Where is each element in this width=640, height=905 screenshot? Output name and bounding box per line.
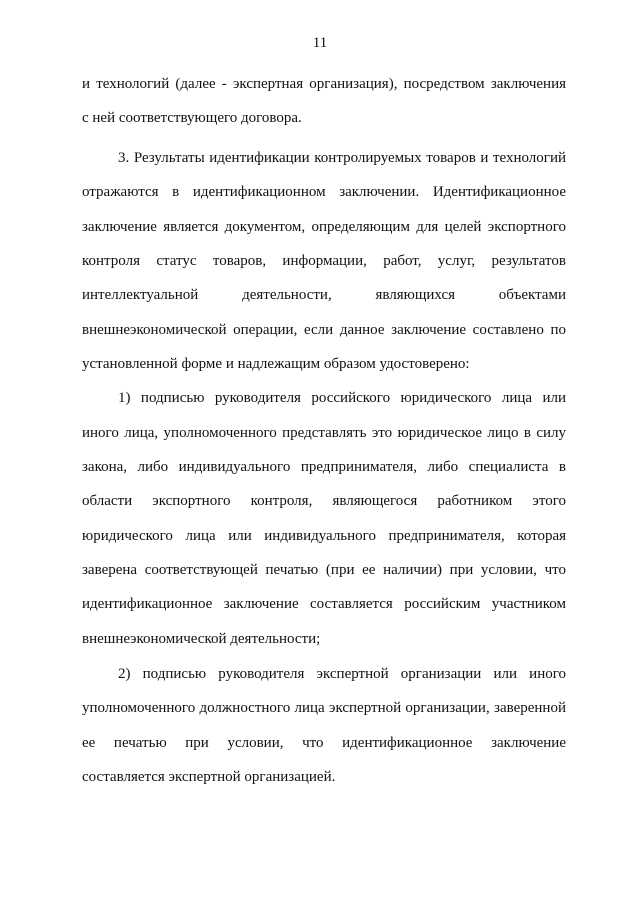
text-line: с ней соответствующего договора. [82, 110, 302, 126]
text-line: внешнеэкономической деятельности; [82, 631, 321, 647]
text-line: заключение является документом, определяющим для целей экспортного [82, 219, 566, 235]
text-line: области экспортного контроля, являющегося работником этого [82, 493, 566, 509]
text-line: интеллектуальной деятельности, являющихся объектами [82, 287, 566, 303]
page-number: 11 [312, 35, 328, 51]
text-line: составляется экспертной организацией. [82, 769, 336, 785]
text-line: юридического лица или индивидуального предпринимателя, которая [82, 528, 566, 544]
text-line: внешнеэкономической операции, если данное заключение составлено по [82, 322, 566, 338]
text-line: ее печатью при условии, что идентификационное заключение [82, 735, 566, 751]
text-line: установленной форме и надлежащим образом удостоверено: [82, 356, 470, 372]
text-line: 3. Результаты идентификации контролируемых товаров и технологий [118, 150, 566, 166]
text-line: контроля статус товаров, информации, работ, услуг, результатов [82, 253, 566, 269]
text-line: идентификационное заключение составляется российским участником [82, 596, 566, 612]
text-line: и технологий (далее - экспертная организация), посредством заключения [82, 76, 566, 92]
text-line: заверена соответствующей печатью (при ее наличии) при условии, что [82, 562, 566, 578]
text-line: 2) подписью руководителя экспертной организации или иного [118, 666, 566, 682]
text-line: 1) подписью руководителя российского юридического лица или [118, 390, 566, 406]
text-line: уполномоченного должностного лица экспертной организации, заверенной [82, 700, 566, 716]
text-line: закона, либо индивидуального предпринимателя, либо специалиста в [82, 459, 566, 475]
text-line: иного лица, уполномоченного представлять это юридическое лицо в силу [82, 425, 566, 441]
text-line: отражаются в идентификационном заключении. Идентификационное [82, 184, 566, 200]
